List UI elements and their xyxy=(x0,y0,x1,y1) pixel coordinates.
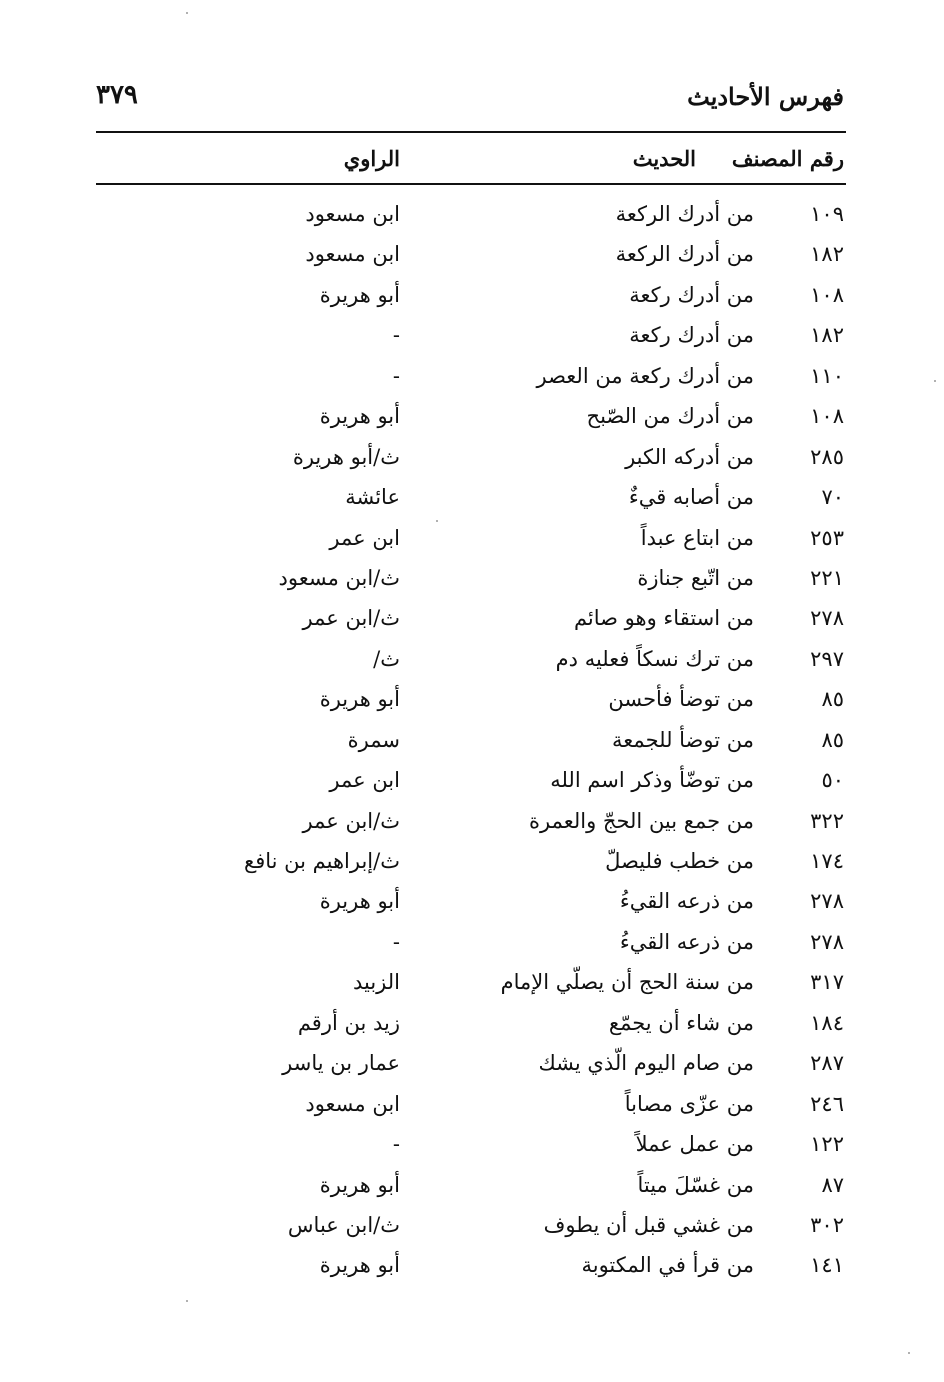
narrator-name: - xyxy=(392,1132,400,1157)
narrator-name: أبو هريرة xyxy=(319,404,400,429)
narrator-name: ابن عمر xyxy=(329,525,400,550)
column-header-number: رقم المصنف xyxy=(731,146,844,171)
scan-speck xyxy=(908,1352,910,1354)
hadith-text: من أدرك من الصّبح xyxy=(586,404,754,429)
table-row xyxy=(0,315,944,355)
table-row xyxy=(0,639,944,679)
hadith-text: من ذرعه القيءُ xyxy=(619,889,754,914)
narrator-name: عائشة xyxy=(345,485,400,510)
hadith-text: من ترك نسكاً فعليه دم xyxy=(555,646,754,671)
hadith-index-table xyxy=(0,194,944,1286)
narrator-name: أبو هريرة xyxy=(319,687,400,712)
table-row xyxy=(0,396,944,436)
table-row xyxy=(0,1043,944,1083)
narrator-name: - xyxy=(392,323,400,348)
hadith-text: من عزّى مصاباً xyxy=(624,1091,754,1116)
table-row xyxy=(0,881,944,921)
narrator-name: زيد بن أرقم xyxy=(297,1010,400,1035)
hadith-text: من اتّبع جنازة xyxy=(637,565,754,590)
entry-number: ١٠٩ xyxy=(810,202,844,226)
table-row xyxy=(0,962,944,1002)
entry-number: ٨٥ xyxy=(821,687,844,712)
hadith-text: من غشي قبل أن يطوف xyxy=(543,1212,754,1237)
entry-number: ٣٢٢ xyxy=(810,808,844,833)
table-row xyxy=(0,801,944,841)
column-header-rule xyxy=(96,183,846,185)
hadith-text: من سنة الحج أن يصلّي الإمام xyxy=(500,970,754,995)
scan-speck xyxy=(436,520,438,522)
table-row xyxy=(0,1165,944,1205)
entry-number: ٣٠٢ xyxy=(810,1212,844,1237)
table-row xyxy=(0,1245,944,1285)
table-row xyxy=(0,275,944,315)
table-row xyxy=(0,679,944,719)
hadith-text: من صام اليوم الّذي يشك xyxy=(538,1051,754,1076)
narrator-name: ث/ابن عباس xyxy=(287,1212,400,1237)
entry-number: ١٠٨ xyxy=(810,404,844,429)
entry-number: ١٠٨ xyxy=(810,282,844,307)
narrator-name: ابن مسعود xyxy=(305,242,400,267)
narrator-name: ابن مسعود xyxy=(305,1091,400,1116)
page-number: ٣٧٩ xyxy=(96,80,138,110)
table-row xyxy=(0,1205,944,1245)
narrator-name: أبو هريرة xyxy=(319,282,400,307)
entry-number: ٢٧٨ xyxy=(810,606,844,631)
entry-number: ١٨٢ xyxy=(810,323,844,348)
entry-number: ٢٤٦ xyxy=(810,1091,844,1116)
entry-number: ٢٩٧ xyxy=(810,646,844,671)
narrator-name: ث/ابن عمر xyxy=(302,606,400,631)
hadith-text: من توضأ فأحسن xyxy=(608,687,754,712)
entry-number: ١٨٤ xyxy=(810,1010,844,1035)
narrator-name: - xyxy=(392,929,400,954)
entry-number: ٧٠ xyxy=(821,485,844,510)
narrator-name: ث/ابن عمر xyxy=(302,808,400,833)
hadith-text: من أدرك ركعة من العصر xyxy=(536,363,754,388)
table-row xyxy=(0,356,944,396)
entry-number: ١٤١ xyxy=(810,1253,844,1278)
narrator-name: ث/ xyxy=(373,646,400,671)
table-row xyxy=(0,477,944,517)
table-row xyxy=(0,922,944,962)
narrator-name: أبو هريرة xyxy=(319,889,400,914)
narrator-name: أبو هريرة xyxy=(319,1172,400,1197)
column-header-hadith: الحديث xyxy=(632,146,696,171)
table-row xyxy=(0,558,944,598)
hadith-text: من أدركه الكبر xyxy=(625,444,754,469)
narrator-name: أبو هريرة xyxy=(319,1253,400,1278)
scan-speck xyxy=(186,1300,188,1302)
narrator-name: ث/إبراهيم بن نافع xyxy=(244,849,400,873)
table-row xyxy=(0,194,944,234)
entry-number: ٨٧ xyxy=(821,1172,844,1197)
entry-number: ١١٠ xyxy=(810,363,844,388)
narrator-name: - xyxy=(392,363,400,388)
entry-number: ٢٧٨ xyxy=(810,889,844,914)
table-row xyxy=(0,760,944,800)
table-row xyxy=(0,1003,944,1043)
hadith-text: من شاء أن يجمّع xyxy=(608,1010,754,1035)
hadith-text: من عمل عملاً xyxy=(635,1132,754,1157)
hadith-text: من ذرعه القيءُ xyxy=(619,929,754,954)
narrator-name: ابن عمر xyxy=(329,768,400,793)
column-header-narrator: الراوي xyxy=(343,146,400,171)
hadith-text: من أدرك ركعة xyxy=(629,282,754,307)
table-row xyxy=(0,598,944,638)
entry-number: ٢٥٣ xyxy=(810,525,844,550)
narrator-name: ث/أبو هريرة xyxy=(292,444,400,469)
table-row xyxy=(0,1084,944,1124)
scan-speck xyxy=(934,380,936,382)
entry-number: ٢٨٥ xyxy=(810,444,844,469)
narrator-name: ابن مسعود xyxy=(305,202,400,226)
hadith-text: من توضأ للجمعة xyxy=(612,727,754,752)
header-rule xyxy=(96,131,846,133)
hadith-text: من أدرك ركعة xyxy=(629,323,754,348)
hadith-text: من أصابه قيءٌ xyxy=(628,485,754,510)
running-title: فهرس الأحاديث xyxy=(687,82,844,111)
table-row xyxy=(0,841,944,881)
narrator-name: سمرة xyxy=(347,727,400,752)
table-row xyxy=(0,1124,944,1164)
narrator-name: ث/ابن مسعود xyxy=(278,565,400,590)
entry-number: ٣١٧ xyxy=(810,970,844,995)
entry-number: ٢٨٧ xyxy=(810,1051,844,1076)
hadith-text: من ابتاع عبداً xyxy=(640,525,754,550)
entry-number: ٢٢١ xyxy=(810,565,844,590)
hadith-text: من أدرك الركعة xyxy=(615,202,754,226)
hadith-text: من توضّأ وذكر اسم الله xyxy=(550,768,754,793)
hadith-text: من جمع بين الحجّ والعمرة xyxy=(529,808,754,833)
hadith-text: من قرأ في المكتوبة xyxy=(581,1253,754,1278)
table-row xyxy=(0,437,944,477)
scan-speck xyxy=(186,12,188,14)
entry-number: ٢٧٨ xyxy=(810,929,844,954)
hadith-text: من غسّلَ ميتاً xyxy=(637,1172,754,1197)
entry-number: ١٢٢ xyxy=(810,1132,844,1157)
hadith-text: من خطب فليصلّ xyxy=(605,849,754,873)
table-row xyxy=(0,234,944,274)
table-row xyxy=(0,720,944,760)
table-row xyxy=(0,518,944,558)
hadith-text: من استقاء وهو صائم xyxy=(573,606,754,631)
entry-number: ٥٠ xyxy=(821,768,844,793)
entry-number: ١٨٢ xyxy=(810,242,844,267)
entry-number: ١٧٤ xyxy=(810,849,844,873)
entry-number: ٨٥ xyxy=(821,727,844,752)
narrator-name: عمار بن ياسر xyxy=(282,1051,400,1076)
narrator-name: الزبيد xyxy=(352,970,400,995)
hadith-text: من أدرك الركعة xyxy=(615,242,754,267)
